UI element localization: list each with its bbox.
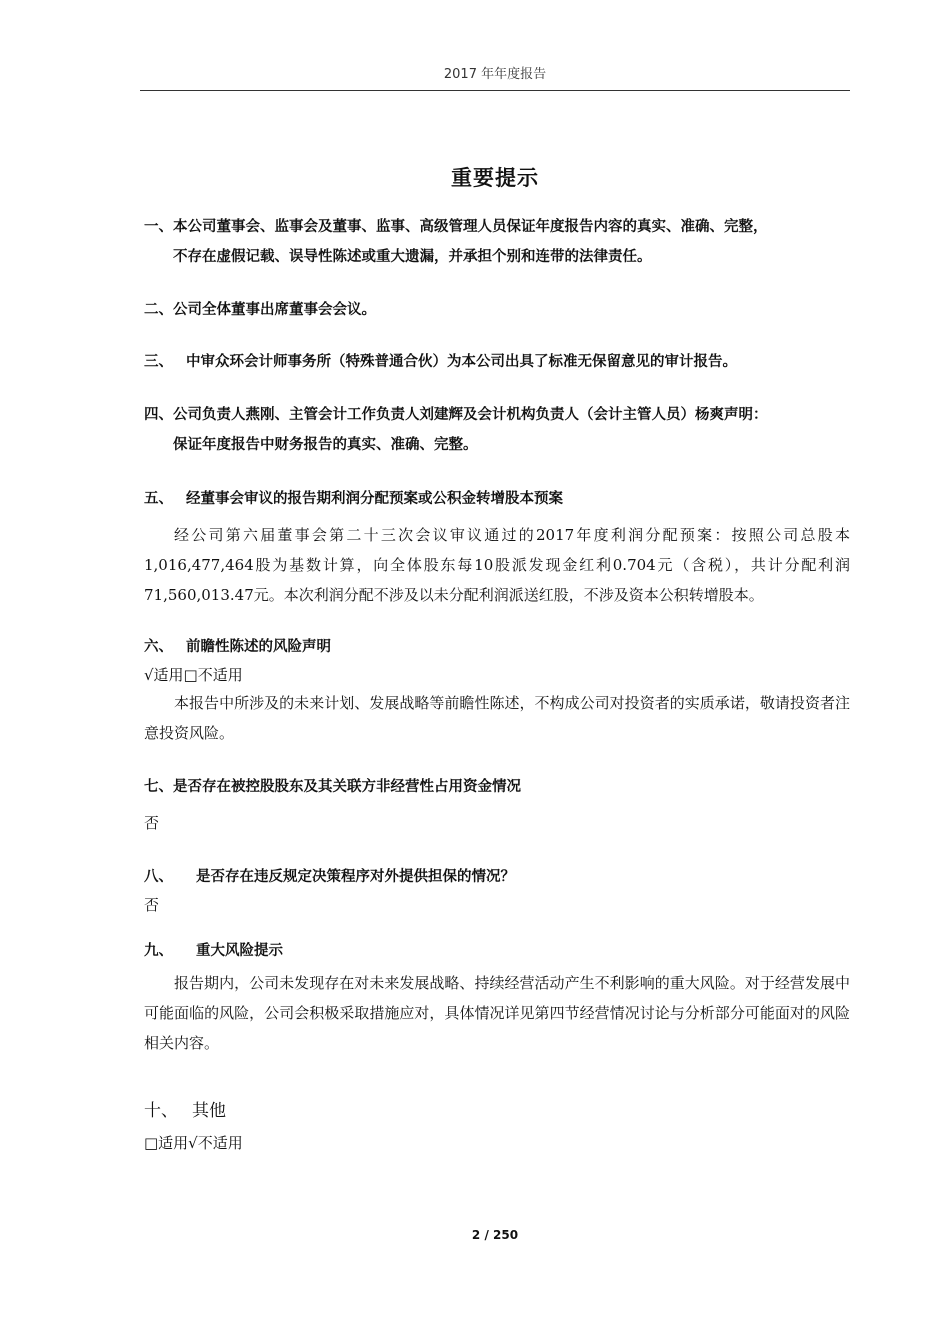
section-5-number: 五、 [144,491,173,507]
section-9 [144,936,850,1058]
section-10-heading [144,1096,850,1126]
section-9-number: 九、 [144,943,173,959]
section-3-text: 中审众环会计师事务所（特殊普通合伙）为本公司出具了标准无保留意见的审计报告。 [186,354,737,370]
section-5-heading [144,484,850,514]
section-6-applicable: √适用□不适用 [144,666,243,684]
page-header [140,64,850,91]
section-10-applicable: □适用√不适用 [144,1134,243,1152]
section-1-number: 一、 [144,219,173,235]
section-1-line-2: 不存在虚假记载、误导性陈述或重大遗漏，并承担个别和连带的法律责任。 [173,249,652,265]
section-2 [144,295,850,325]
section-4-line-2: 保证年度报告中财务报告的真实、准确、完整。 [173,437,478,453]
section-4-text-1: 公司负责人燕刚、主管会计工作负责人刘建辉及会计机构负责人（会计主管人员）杨爽声明： [173,407,768,423]
section-6-number: 六、 [144,639,173,655]
section-9-heading-text: 重大风险提示 [196,943,283,959]
section-6 [144,632,850,748]
section-3-number: 三、 [144,354,173,370]
section-8-number: 八、 [144,869,173,885]
section-1-text-1: 本公司董事会、监事会及董事、监事、高级管理人员保证年度报告内容的真实、准确、完整， [173,219,768,235]
section-10-number: 十、 [144,1101,178,1121]
section-6-heading-text: 前瞻性陈述的风险声明 [186,639,331,655]
section-10 [144,1096,850,1156]
section-9-heading [144,936,850,966]
section-2-text: 公司全体董事出席董事会会议。 [173,302,376,318]
section-5 [144,484,850,610]
section-8-heading-text: 是否存在违反规定决策程序对外提供担保的情况？ [196,869,515,885]
section-1 [144,212,850,272]
section-8 [144,862,850,918]
section-7-answer: 否 [144,814,160,832]
page-number: 2 / 250 [471,1228,519,1242]
section-7-heading-text: 是否存在被控股股东及其关联方非经营性占用资金情况 [173,779,521,795]
section-5-heading-text: 经董事会审议的报告期利润分配预案或公积金转增股本预案 [186,491,563,507]
section-1-line-1 [144,212,850,242]
section-5-body: 经公司第六届董事会第二十三次会议审议通过的2017年度利润分配预案：按照公司总股本1,016,477,464股为基数计算，向全体股东每10股派发现金红利0.704元（含税），共计分配利润71,560,013.47元。本次利润分配不涉及以未分配利润派送红股，不涉及资本公积转增股本。 [144,526,850,604]
section-8-answer: 否 [144,896,160,914]
section-10-heading-text: 其他 [192,1101,226,1121]
section-3 [144,347,850,377]
section-4 [144,400,850,460]
section-2-number: 二、 [144,302,173,318]
section-2-line [144,295,850,325]
section-6-heading [144,632,850,662]
page-title: 重要提示 [451,166,539,190]
section-8-heading [144,862,850,892]
section-9-body: 报告期内，公司未发现存在对未来发展战略、持续经营活动产生不利影响的重大风险。对于经营发展中可能面临的风险，公司会积极采取措施应对，具体情况详见第四节经营情况讨论与分析部分可能面对的风险相关内容。 [144,974,850,1052]
section-7-number: 七、 [144,779,173,795]
section-3-line [144,347,850,377]
section-6-body: 本报告中所涉及的未来计划、发展战略等前瞻性陈述，不构成公司对投资者的实质承诺，敬请投资者注意投资风险。 [144,694,850,742]
section-4-line-1 [144,400,850,430]
section-7-heading [144,772,850,802]
header-title: 2017 年年度报告 [443,67,547,82]
section-7 [144,772,850,836]
section-4-number: 四、 [144,407,173,423]
